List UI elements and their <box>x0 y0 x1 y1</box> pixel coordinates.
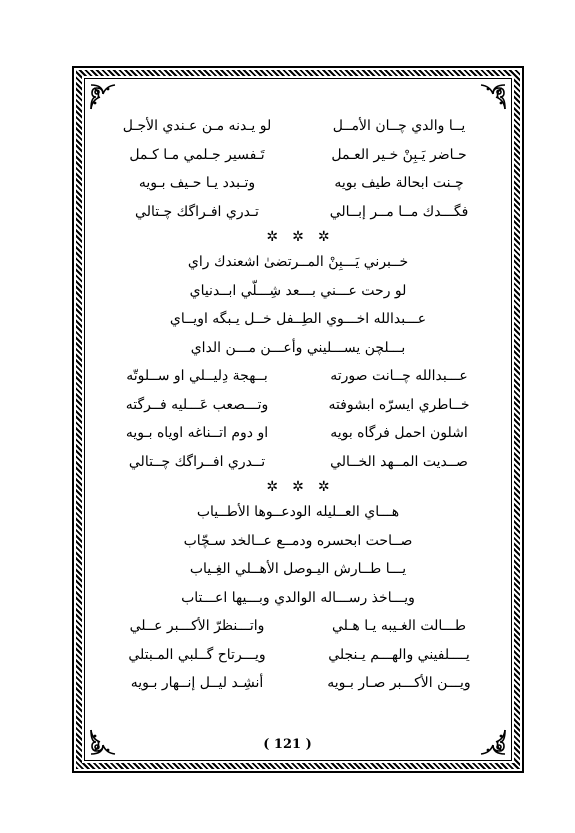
first-hemistich: چـنت ابحالة طيف بويه <box>334 175 464 192</box>
second-hemistich: او دوم اتــناغه اوياه بـويه <box>125 425 269 442</box>
first-hemistich: عـــبدالله چــانت صورته <box>330 368 468 385</box>
poem-couplet <box>96 362 500 391</box>
first-hemistich: يــا والدي چــان الأمــل <box>332 118 466 135</box>
poem-line: خــبرني يَـــبِنْ المــرتضىٰ اشعندك راي <box>187 254 409 271</box>
stanza-couplets-1 <box>96 112 500 226</box>
star-ornament-icon: ✲ <box>266 229 279 245</box>
stanza-separator <box>96 476 500 498</box>
poem-couplet <box>96 169 500 198</box>
poem-couplet <box>96 448 500 477</box>
star-ornament-icon: ✲ <box>292 229 304 245</box>
poem-couplet <box>96 419 500 448</box>
second-hemistich: وتـــصعب عَـــليه فــرگته <box>125 396 269 413</box>
stanza-couplets-2 <box>96 362 500 476</box>
corner-ornament-icon <box>88 82 118 112</box>
poem-line: عـــبدالله اخـــوي الطِــفل خــل يـبگه اويــاي <box>169 311 427 328</box>
poem-couplet <box>96 112 500 141</box>
poem-line: بـــلچن يســـليني وأعـــن مـــن الداي <box>190 339 406 356</box>
poem-body <box>96 112 500 698</box>
poem-line: يـــا طــارش اليـوصل الأهــلي الغِـياب <box>189 561 407 578</box>
page-number: ( 121 ) <box>263 737 312 752</box>
stanza-singles-2 <box>96 498 500 612</box>
second-hemistich: لو يـدنه مـن عـندي الأجـل <box>122 118 272 135</box>
first-hemistich: خــاطري ايسرّه ابشوفته <box>328 396 470 413</box>
star-ornament-icon: ✲ <box>266 479 279 495</box>
second-hemistich: تـدري افـراگك چـتالي <box>135 203 259 220</box>
second-hemistich: بــهجة دِليــلي او ســلوتّه <box>126 368 268 385</box>
first-hemistich: اشلون احمل فرگاه بويه <box>330 425 468 442</box>
stanza-couplets-3 <box>96 612 500 698</box>
first-hemistich: حـاضر يَـبِنْ خـير العـمل <box>331 146 467 163</box>
stanza-separator <box>96 226 500 248</box>
second-hemistich: وتـبدد يـا حـيف بـويه <box>138 175 256 192</box>
stanza-singles-1 <box>96 248 500 362</box>
second-hemistich: تَـفسير جـلمي مـا كـمل <box>129 146 265 163</box>
poem-couplet <box>96 391 500 420</box>
second-hemistich: ويـــرتاح گــلبي المـبتلي <box>128 646 266 663</box>
first-hemistich: يــــلفيني والهـــم يـنجلي <box>328 646 470 663</box>
poem-couplet <box>96 641 500 670</box>
star-ornament-icon: ✲ <box>317 229 330 245</box>
poem-line: هـــاي العــليله الودعــوها الأطــياب <box>196 504 400 521</box>
first-hemistich: ويـــن الأكـــبر صـار بـويه <box>327 675 471 692</box>
second-hemistich: تــدري افــراگك چــتالي <box>128 453 266 470</box>
poem-line: ويـــاخذ رســـاله الوالدي وبـــيها اعـــتاب <box>181 589 415 606</box>
poem-couplet <box>96 669 500 698</box>
poem-couplet <box>96 141 500 170</box>
first-hemistich: صــديت المــهد الخــالي <box>330 453 468 470</box>
poem-couplet <box>96 198 500 227</box>
second-hemistich: واتـــنظرّ الأكـــبر عــلي <box>129 618 265 635</box>
star-ornament-icon: ✲ <box>317 479 330 495</box>
star-ornament-icon: ✲ <box>292 479 304 495</box>
first-hemistich: طـــالت الغـيبه يـا هـلي <box>331 618 467 635</box>
poem-couplet <box>96 612 500 641</box>
first-hemistich: فگـــدك مــا مــر إبــالي <box>329 203 469 220</box>
second-hemistich: أنشِـد ليــل إنــهار بـويه <box>130 675 264 692</box>
poem-line: لو رحت عـــني بـــعد شِـــلّي ابــدنياي <box>189 282 407 299</box>
poem-line: صــاحت ابحسره ودمــع عــالخد سـچّاب <box>183 532 413 549</box>
corner-ornament-icon <box>478 82 508 112</box>
